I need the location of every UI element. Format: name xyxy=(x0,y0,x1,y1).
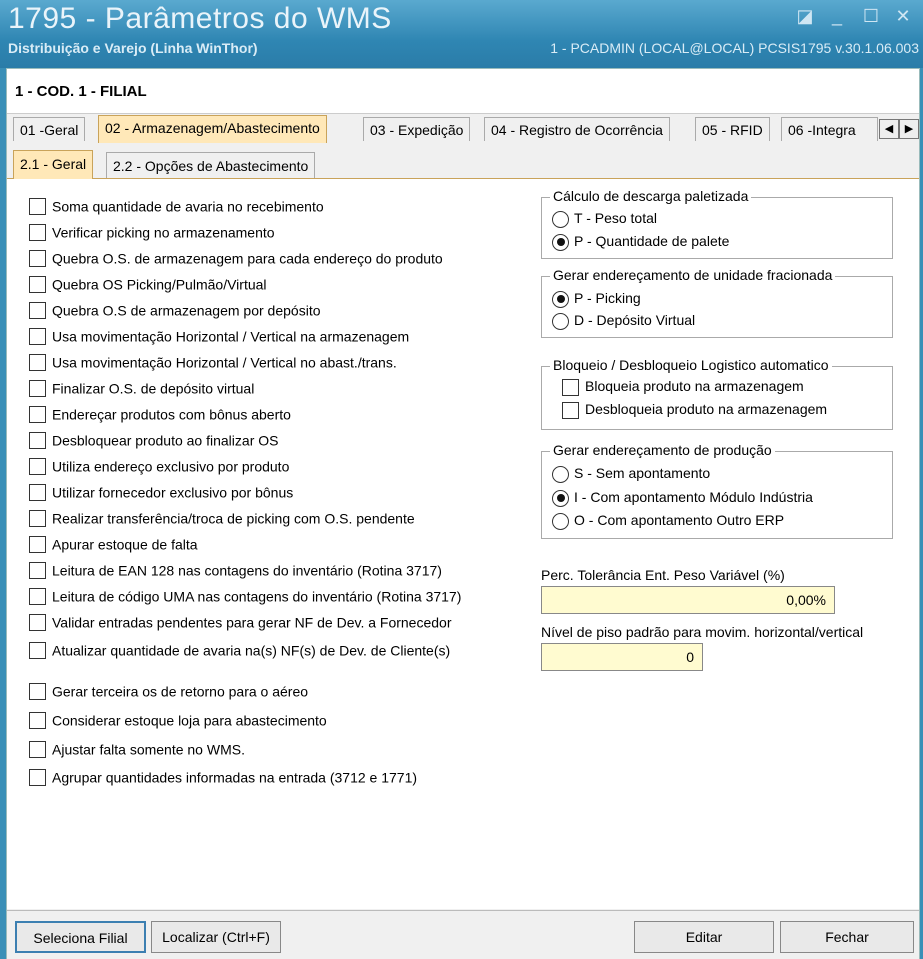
radio-option[interactable]: S - Sem apontamento xyxy=(552,465,710,485)
tab-expedicao[interactable]: 03 - Expedição xyxy=(363,117,470,141)
checkbox-option[interactable]: Apurar estoque de falta xyxy=(29,535,198,555)
checkbox-option[interactable]: Leitura de EAN 128 nas contagens do inventário (Rotina 3717) xyxy=(29,561,442,581)
checkbox-option[interactable]: Quebra OS Picking/Pulmão/Virtual xyxy=(29,275,267,295)
checkbox[interactable] xyxy=(29,328,46,345)
group-unidade-fracionada xyxy=(541,267,893,338)
window-title: 1795 - Parâmetros do WMS xyxy=(8,2,392,35)
radio-option[interactable]: P - Quantidade de palete xyxy=(552,233,729,253)
radio-option[interactable]: D - Depósito Virtual xyxy=(552,312,695,332)
piso-input[interactable]: 0 xyxy=(541,643,703,671)
checkbox-option[interactable]: Leitura de código UMA nas contagens do inventário (Rotina 3717) xyxy=(29,587,461,607)
checkbox-option[interactable]: Quebra O.S. de armazenagem para cada endereço do produto xyxy=(29,249,443,269)
checkbox[interactable] xyxy=(562,402,579,419)
radio-option[interactable]: O - Com apontamento Outro ERP xyxy=(552,512,784,532)
checkbox[interactable] xyxy=(29,562,46,579)
checkbox-option[interactable]: Considerar estoque loja para abastecimento xyxy=(29,711,327,731)
checkbox[interactable] xyxy=(29,276,46,293)
checkbox[interactable] xyxy=(29,712,46,729)
group-title: Cálculo de descarga paletizada xyxy=(550,188,751,204)
tolerancia-input[interactable]: 0,00% xyxy=(541,586,835,614)
checkbox-option[interactable]: Quebra O.S de armazenagem por depósito xyxy=(29,301,321,321)
tab-registro-ocorrencia[interactable]: 04 - Registro de Ocorrência xyxy=(484,117,670,141)
editar-button[interactable]: Editar xyxy=(634,921,774,953)
radio-button[interactable] xyxy=(552,234,569,251)
checkbox-option[interactable]: Endereçar produtos com bônus aberto xyxy=(29,405,291,425)
subtab-opcoes-abastecimento[interactable]: 2.2 - Opções de Abastecimento xyxy=(106,152,315,178)
piso-label: Nível de piso padrão para movim. horizontal/vertical xyxy=(541,624,864,640)
radio-button[interactable] xyxy=(552,490,569,507)
button-bar xyxy=(7,910,919,959)
title-bar[interactable] xyxy=(0,0,923,68)
fechar-button[interactable]: Fechar xyxy=(780,921,914,953)
checkbox-option[interactable]: Agrupar quantidades informadas na entrada (3712 e 1771) xyxy=(29,768,417,788)
radio-option[interactable]: T - Peso total xyxy=(552,210,657,230)
checkbox-option[interactable]: Realizar transferência/troca de picking com O.S. pendente xyxy=(29,509,415,529)
checkbox[interactable] xyxy=(562,379,579,396)
group-bloqueio-logistico xyxy=(541,357,893,430)
tab-armazenagem[interactable]: 02 - Armazenagem/Abastecimento xyxy=(98,115,327,143)
group-title: Bloqueio / Desbloqueio Logistico automatico xyxy=(550,357,832,373)
checkbox-option[interactable]: Gerar terceira os de retorno para o aéreo xyxy=(29,682,308,702)
seleciona-filial-button[interactable]: Seleciona Filial xyxy=(15,921,146,953)
checkbox-option[interactable]: Soma quantidade de avaria no recebimento xyxy=(29,197,324,217)
checkbox[interactable] xyxy=(29,769,46,786)
localizar-button[interactable]: Localizar (Ctrl+F) xyxy=(151,921,281,953)
checkbox[interactable] xyxy=(29,198,46,215)
checkbox-option[interactable]: Verificar picking no armazenamento xyxy=(29,223,275,243)
window-subtitle: Distribuição e Varejo (Linha WinThor) xyxy=(8,40,258,56)
group-descarga-paletizada xyxy=(541,188,893,259)
checkbox-option[interactable]: Ajustar falta somente no WMS. xyxy=(29,740,245,760)
checkbox[interactable] xyxy=(29,642,46,659)
settings-panel xyxy=(7,179,919,909)
checkbox[interactable] xyxy=(29,536,46,553)
restore-icon[interactable]: ◪ xyxy=(796,6,814,26)
radio-option[interactable]: I - Com apontamento Módulo Indústria xyxy=(552,489,813,509)
radio-option[interactable]: P - Picking xyxy=(552,290,641,310)
client-area xyxy=(6,68,920,959)
checkbox-option[interactable]: Utilizar fornecedor exclusivo por bônus xyxy=(29,483,293,503)
scroll-left-icon[interactable]: ◀ xyxy=(879,119,899,139)
radio-button[interactable] xyxy=(552,466,569,483)
group-title: Gerar endereçamento de produção xyxy=(550,442,775,458)
checkbox-option[interactable]: Usa movimentação Horizontal / Vertical no abast./trans. xyxy=(29,353,397,373)
main-tabs xyxy=(7,115,919,143)
checkbox[interactable] xyxy=(29,614,46,631)
checkbox[interactable] xyxy=(29,302,46,319)
user-info: 1 - PCADMIN (LOCAL@LOCAL) PCSIS1795 v.30.1.06.003 xyxy=(550,40,919,56)
checkbox-option[interactable]: Desbloqueia produto na armazenagem xyxy=(562,401,827,421)
company-header xyxy=(7,69,919,114)
radio-button[interactable] xyxy=(552,313,569,330)
sub-tabs xyxy=(7,150,919,179)
tolerancia-label: Perc. Tolerância Ent. Peso Variável (%) xyxy=(541,567,785,583)
checkbox[interactable] xyxy=(29,484,46,501)
tab-scroll xyxy=(879,119,919,139)
checkbox-option[interactable]: Utiliza endereço exclusivo por produto xyxy=(29,457,289,477)
checkbox[interactable] xyxy=(29,224,46,241)
radio-button[interactable] xyxy=(552,291,569,308)
checkbox[interactable] xyxy=(29,458,46,475)
checkbox[interactable] xyxy=(29,741,46,758)
checkbox[interactable] xyxy=(29,250,46,267)
checkbox-option[interactable]: Desbloquear produto ao finalizar OS xyxy=(29,431,278,451)
tab-geral[interactable]: 01 -Geral xyxy=(13,117,85,141)
subtab-geral[interactable]: 2.1 - Geral xyxy=(13,150,93,179)
checkbox[interactable] xyxy=(29,588,46,605)
tab-rfid[interactable]: 05 - RFID xyxy=(695,117,770,141)
checkbox-option[interactable]: Bloqueia produto na armazenagem xyxy=(562,378,804,398)
checkbox-option[interactable]: Usa movimentação Horizontal / Vertical na armazenagem xyxy=(29,327,409,347)
minimize-icon[interactable]: _ xyxy=(831,6,842,26)
checkbox[interactable] xyxy=(29,683,46,700)
checkbox-option[interactable]: Atualizar quantidade de avaria na(s) NF(s) de Dev. de Cliente(s) xyxy=(29,641,450,661)
radio-button[interactable] xyxy=(552,211,569,228)
company-label: 1 - COD. 1 - FILIAL xyxy=(15,83,147,100)
tab-integra[interactable]: 06 -Integra xyxy=(781,117,878,141)
checkbox[interactable] xyxy=(29,406,46,423)
close-icon[interactable]: ✕ xyxy=(895,6,911,26)
scroll-right-icon[interactable]: ▶ xyxy=(899,119,919,139)
checkbox[interactable] xyxy=(29,432,46,449)
checkbox-option[interactable]: Finalizar O.S. de depósito virtual xyxy=(29,379,254,399)
checkbox[interactable] xyxy=(29,510,46,527)
checkbox[interactable] xyxy=(29,380,46,397)
checkbox[interactable] xyxy=(29,354,46,371)
group-title: Gerar endereçamento de unidade fracionada xyxy=(550,267,835,283)
checkbox-option[interactable]: Validar entradas pendentes para gerar NF de Dev. a Fornecedor xyxy=(29,613,452,633)
group-enderecamento-producao xyxy=(541,442,893,539)
maximize-icon[interactable]: ☐ xyxy=(862,6,880,26)
radio-button[interactable] xyxy=(552,513,569,530)
